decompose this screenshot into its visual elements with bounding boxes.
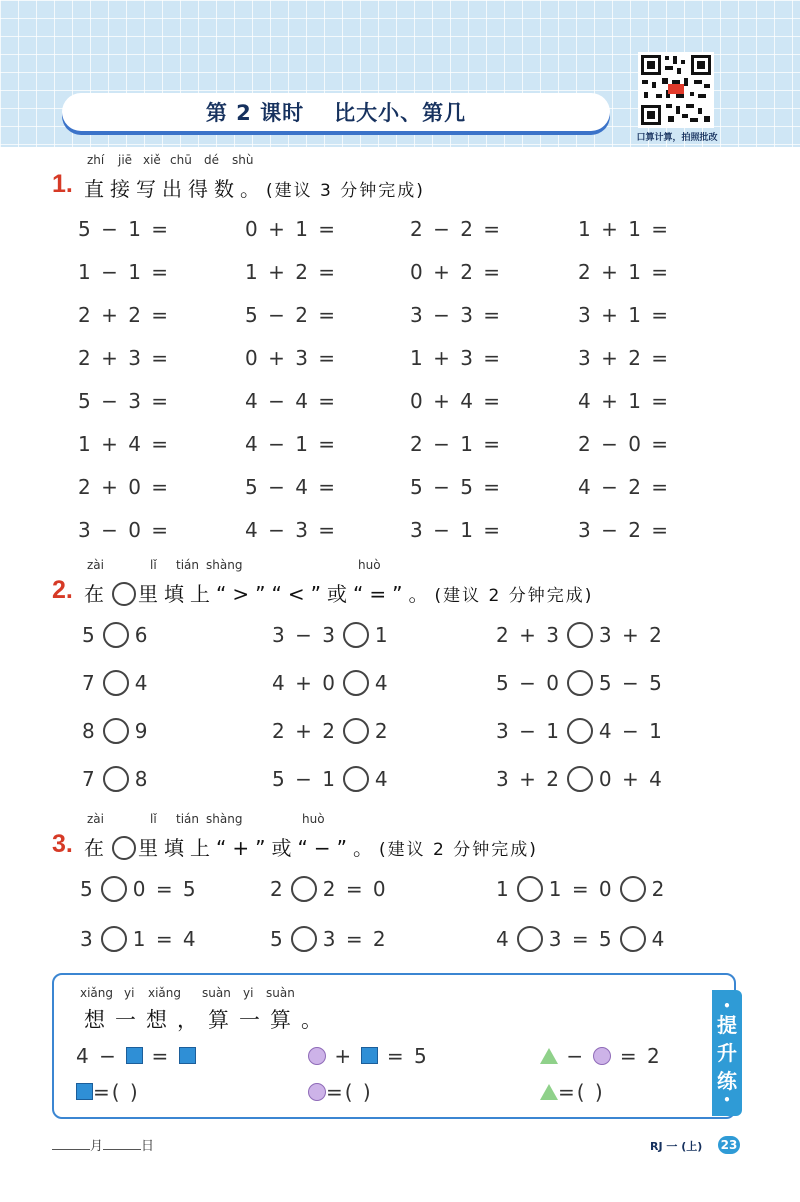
lesson-label: 第 2 课时 [205, 101, 305, 125]
answer-circle[interactable] [291, 876, 317, 902]
triangle-icon [540, 1048, 558, 1064]
side-tab-advanced: • 提 升 练 • [712, 990, 742, 1116]
circle-shape-icon [593, 1047, 611, 1065]
pinyin: zài [87, 812, 104, 826]
pinyin: lǐ [150, 558, 157, 572]
time-note: (建议 2 分钟完成) [378, 840, 538, 860]
equation[interactable]: 2 − 2 = [410, 217, 503, 241]
pinyin: xiǎng [148, 986, 182, 1000]
square-icon [179, 1047, 196, 1064]
compare-item: 3 − 1 4 − 1 [496, 719, 664, 743]
compare-item: 5 − 1 4 [272, 767, 390, 791]
operator-item: 5 0 = 5 [80, 877, 198, 901]
pinyin: tián [176, 812, 199, 826]
answer-circle[interactable] [343, 622, 369, 648]
challenge-title: 想一想，算一算。 [84, 1008, 332, 1032]
equation[interactable]: 1 − 1 = [78, 260, 171, 284]
operator-item: 5 3 = 2 [270, 927, 388, 951]
lesson-topic: 比大小、第几 [334, 101, 467, 125]
equation[interactable]: 1 + 1 = [578, 217, 671, 241]
equation[interactable]: 0 + 4 = [410, 389, 503, 413]
question-text: 直接写出得数。(建议 3 分钟完成) [84, 177, 425, 201]
equation[interactable]: 2 + 3 = [78, 346, 171, 370]
answer-circle[interactable] [103, 718, 129, 744]
triangle-answer[interactable]: =( ) [540, 1080, 605, 1104]
pinyin: zài [87, 558, 104, 572]
time-note: (建议 3 分钟完成) [266, 181, 425, 201]
question-text: 在 里填上“>”“<”或“=”。(建议 2 分钟完成) [84, 582, 594, 606]
circle-shape-icon [308, 1083, 326, 1101]
equation[interactable]: 2 + 2 = [78, 303, 171, 327]
answer-circle[interactable] [567, 670, 593, 696]
equation[interactable]: 3 − 2 = [578, 518, 671, 542]
answer-circle[interactable] [517, 876, 543, 902]
equation[interactable]: 2 − 1 = [410, 432, 503, 456]
equation[interactable]: 4 − 3 = [245, 518, 338, 542]
question-text: 在 里填上“+”或“−”。(建议 2 分钟完成) [84, 836, 538, 860]
pinyin: xiǎng [80, 986, 114, 1000]
pinyin: jiē [118, 153, 133, 167]
shape-equation-3: − = 2 [540, 1044, 662, 1068]
equation[interactable]: 3 + 2 = [578, 346, 671, 370]
question-number: 2. [52, 576, 73, 604]
question-number: 3. [52, 830, 73, 858]
answer-circle[interactable] [343, 670, 369, 696]
answer-circle[interactable] [103, 622, 129, 648]
compare-item: 5 6 [82, 623, 150, 647]
page-number: 23 [718, 1136, 740, 1154]
equation[interactable]: 2 + 0 = [78, 475, 171, 499]
pinyin: suàn [202, 986, 231, 1000]
equation[interactable]: 2 − 0 = [578, 432, 671, 456]
equation[interactable]: 4 − 1 = [245, 432, 338, 456]
lesson-title-bar [62, 93, 610, 131]
pinyin: shàng [206, 812, 243, 826]
equation[interactable]: 0 + 2 = [410, 260, 503, 284]
equation[interactable]: 1 + 2 = [245, 260, 338, 284]
answer-circle[interactable] [101, 876, 127, 902]
answer-circle[interactable] [567, 766, 593, 792]
equation[interactable]: 3 − 3 = [410, 303, 503, 327]
book-tag: RJ 一 (上) [650, 1140, 703, 1153]
equation[interactable]: 4 + 1 = [578, 389, 671, 413]
equation[interactable]: 5 − 3 = [78, 389, 171, 413]
circle-answer[interactable]: =( ) [308, 1080, 373, 1104]
equation[interactable]: 4 − 2 = [578, 475, 671, 499]
answer-circle[interactable] [101, 926, 127, 952]
date-field[interactable]: 月 日 [52, 1135, 154, 1154]
shape-equation-2: + = 5 [308, 1044, 429, 1068]
answer-circle[interactable] [620, 876, 646, 902]
operator-item: 2 2 = 0 [270, 877, 388, 901]
equation[interactable]: 5 − 1 = [78, 217, 171, 241]
square-icon [76, 1083, 93, 1100]
answer-circle[interactable] [343, 718, 369, 744]
square-icon [361, 1047, 378, 1064]
square-icon [126, 1047, 143, 1064]
pinyin: suàn [266, 986, 295, 1000]
pinyin: zhí [87, 153, 105, 167]
triangle-icon [540, 1084, 558, 1100]
compare-item: 7 4 [82, 671, 150, 695]
equation[interactable]: 0 + 3 = [245, 346, 338, 370]
equation[interactable]: 4 − 4 = [245, 389, 338, 413]
pinyin: yi [243, 986, 254, 1000]
pinyin: dé [204, 153, 219, 167]
qr-code-icon[interactable] [638, 52, 714, 128]
shape-equation-1: 4 − = [76, 1044, 196, 1068]
compare-item: 2 + 3 3 + 2 [496, 623, 664, 647]
operator-item: 4 3 = 5 4 [496, 927, 667, 951]
compare-item: 8 9 [82, 719, 150, 743]
equation[interactable]: 3 + 1 = [578, 303, 671, 327]
equation[interactable]: 2 + 1 = [578, 260, 671, 284]
answer-circle[interactable] [343, 766, 369, 792]
answer-circle[interactable] [103, 766, 129, 792]
pinyin: huò [358, 558, 381, 572]
equation[interactable]: 1 + 3 = [410, 346, 503, 370]
compare-item: 5 − 0 5 − 5 [496, 671, 664, 695]
answer-circle[interactable] [620, 926, 646, 952]
pinyin: yi [124, 986, 135, 1000]
page-header [0, 0, 800, 147]
pinyin: tián [176, 558, 199, 572]
operator-item: 3 1 = 4 [80, 927, 198, 951]
pinyin: shàng [206, 558, 243, 572]
qr-caption: 口算计算，拍照批改 [636, 133, 718, 143]
equation[interactable]: 5 − 4 = [245, 475, 338, 499]
pinyin: shù [232, 153, 254, 167]
square-answer[interactable]: =( ) [76, 1080, 140, 1104]
pinyin: huò [302, 812, 325, 826]
equation[interactable]: 5 − 2 = [245, 303, 338, 327]
time-note: (建议 2 分钟完成) [434, 586, 594, 606]
equation[interactable]: 5 − 5 = [410, 475, 503, 499]
equation[interactable]: 1 + 4 = [78, 432, 171, 456]
answer-circle[interactable] [567, 622, 593, 648]
equation[interactable]: 3 − 1 = [410, 518, 503, 542]
pinyin: chū [170, 153, 192, 167]
compare-item: 3 + 2 0 + 4 [496, 767, 664, 791]
equation[interactable]: 3 − 0 = [78, 518, 171, 542]
compare-item: 7 8 [82, 767, 150, 791]
pinyin: lǐ [150, 812, 157, 826]
answer-circle[interactable] [103, 670, 129, 696]
answer-circle[interactable] [567, 718, 593, 744]
compare-item: 4 + 0 4 [272, 671, 390, 695]
answer-circle[interactable] [517, 926, 543, 952]
answer-circle[interactable] [291, 926, 317, 952]
compare-item: 2 + 2 2 [272, 719, 390, 743]
compare-item: 3 − 3 1 [272, 623, 390, 647]
circle-shape-icon [308, 1047, 326, 1065]
question-number: 1. [52, 170, 73, 198]
pinyin: xiě [143, 153, 161, 167]
equation[interactable]: 0 + 1 = [245, 217, 338, 241]
circle-icon [112, 836, 136, 860]
circle-icon [112, 582, 136, 606]
operator-item: 1 1 = 0 2 [496, 877, 667, 901]
